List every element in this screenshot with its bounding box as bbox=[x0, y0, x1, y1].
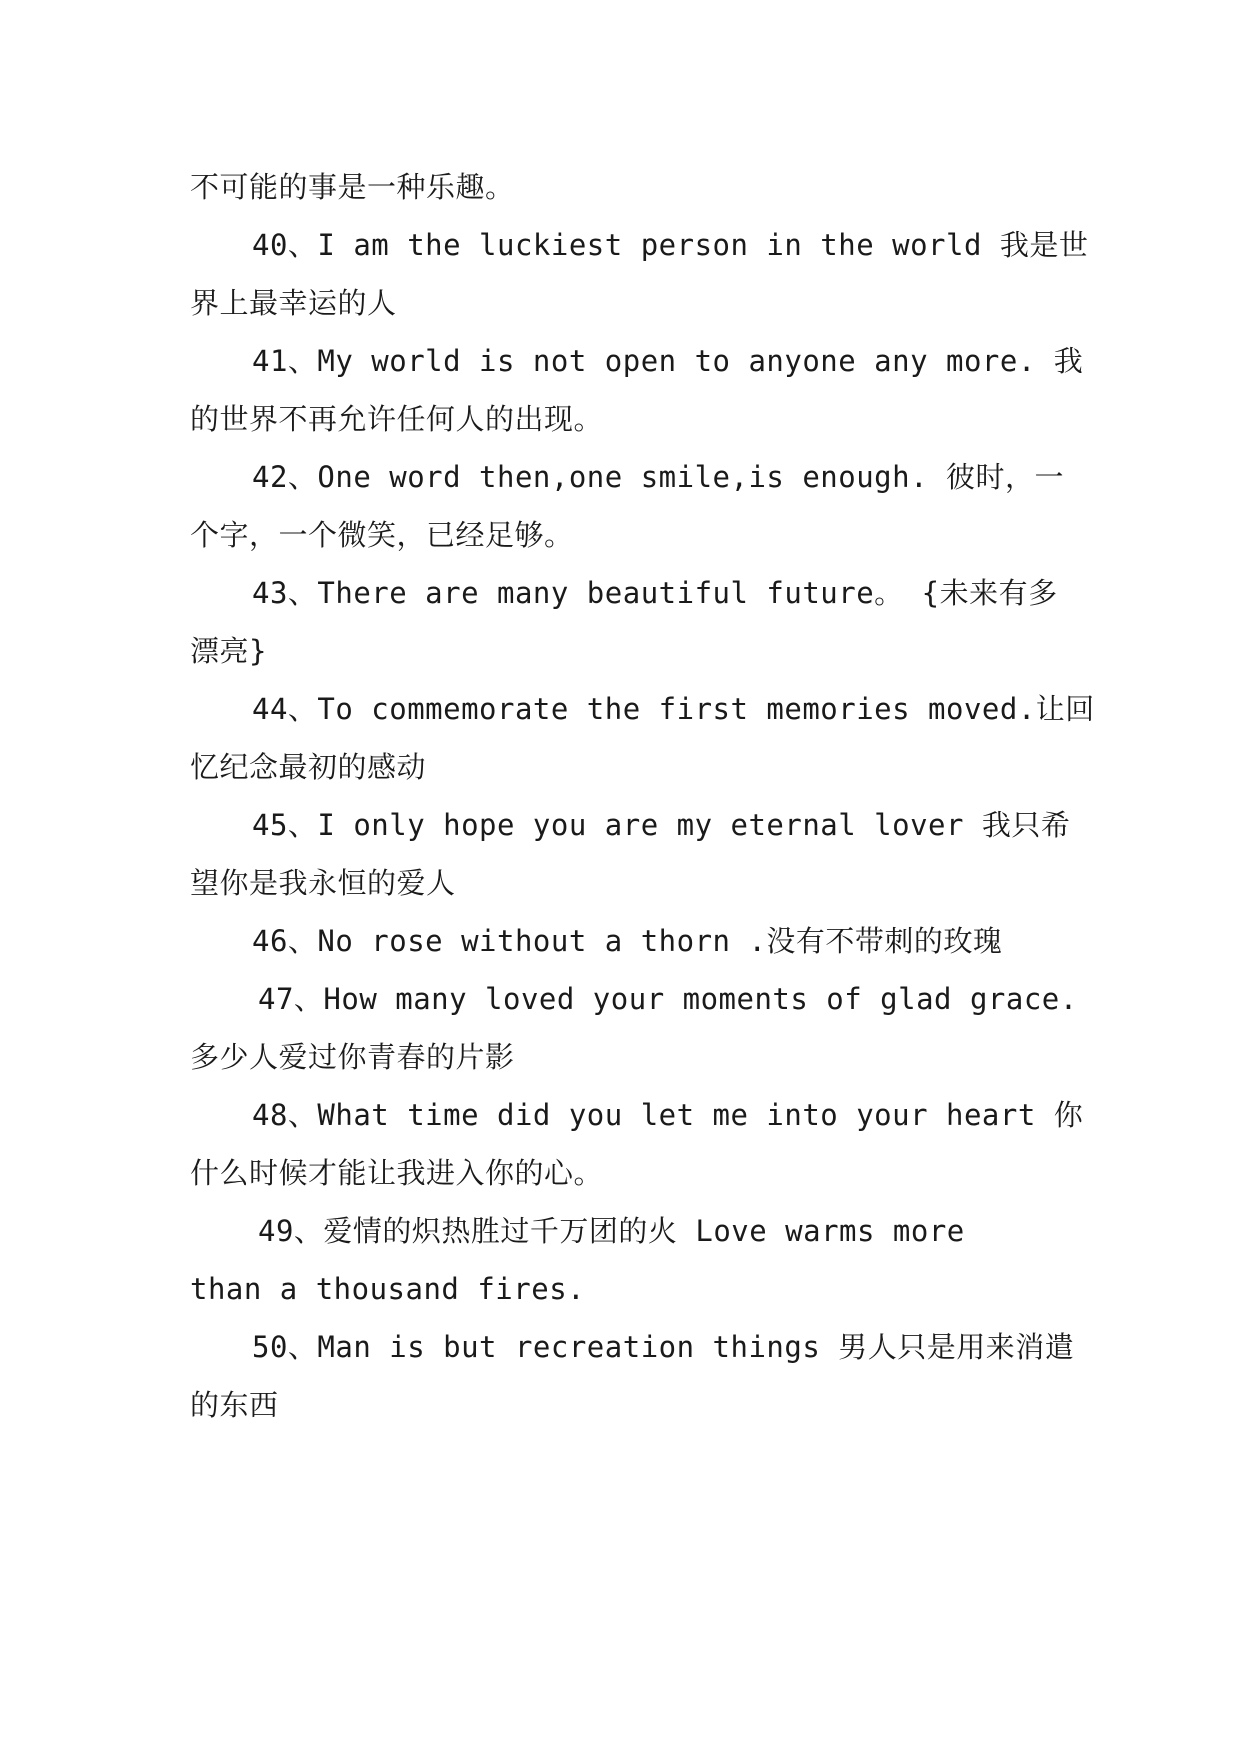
text-line: 40、I am the luckiest person in the world 我是世 bbox=[252, 228, 1089, 262]
text-line: 42、One word then,one smile,is enough. 彼时，一 bbox=[252, 460, 1065, 494]
text-line: 46、No rose without a thorn .没有不带刺的玫瑰 bbox=[252, 924, 1003, 958]
text-line: 忆纪念最初的感动 bbox=[190, 750, 427, 784]
text-line: 个字，一个微笑，已经足够。 bbox=[190, 518, 574, 552]
text-line: 49、爱情的炽热胜过千万团的火 Love warms more bbox=[258, 1214, 965, 1248]
text-line: 漂亮} bbox=[190, 634, 267, 668]
text-line: 望你是我永恒的爱人 bbox=[190, 866, 456, 900]
text-line: than a thousand fires. bbox=[190, 1272, 586, 1306]
document-body bbox=[190, 158, 1095, 1434]
text-line: 45、I only hope you are my eternal lover 我只希 bbox=[252, 808, 1071, 842]
text-line: 不可能的事是一种乐趣。 bbox=[190, 170, 515, 204]
text-line: 47、How many loved your moments of glad grace. bbox=[258, 982, 1078, 1016]
text-line: 48、What time did you let me into your heart 你 bbox=[252, 1098, 1084, 1132]
text-line: 44、To commemorate the first memories moved.让回 bbox=[252, 692, 1095, 726]
text-line: 多少人爱过你青春的片影 bbox=[190, 1040, 515, 1074]
text-line: 的世界不再允许任何人的出现。 bbox=[190, 402, 604, 436]
text-line: 43、There are many beautiful future。 {未来有多 bbox=[252, 576, 1058, 610]
text-line: 什么时候才能让我进入你的心。 bbox=[190, 1156, 604, 1190]
text-line: 的东西 bbox=[190, 1388, 279, 1422]
text-line: 50、Man is but recreation things 男人只是用来消遣 bbox=[252, 1330, 1075, 1364]
text-line: 41、My world is not open to anyone any more. 我 bbox=[252, 344, 1084, 378]
text-line: 界上最幸运的人 bbox=[190, 286, 397, 320]
